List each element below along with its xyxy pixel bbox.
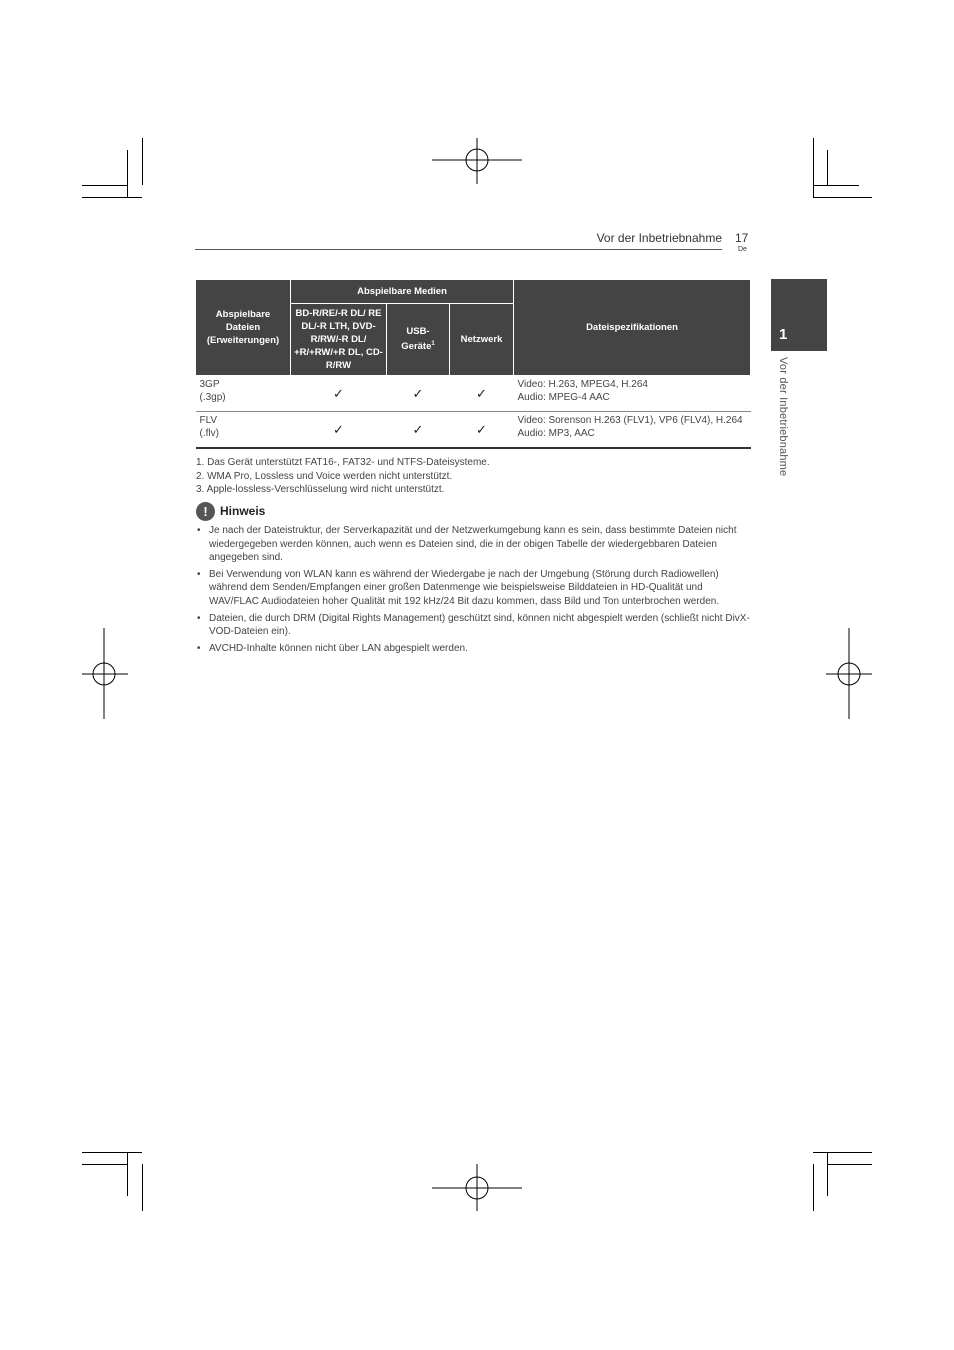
col-header-network: Netzwerk (450, 304, 514, 376)
list-item (196, 612, 752, 639)
bullet-icon: • (197, 568, 201, 580)
list-item (196, 524, 752, 565)
check-icon: ✓ (387, 412, 450, 448)
cell-file: 3GP (.3gp) (196, 376, 291, 412)
bullet-icon: • (197, 642, 201, 654)
playable-files-table (195, 279, 751, 449)
col-header-media-group: Abspielbare Medien (291, 280, 514, 304)
page-number: 17 (735, 231, 749, 245)
registration-mark-right (826, 628, 874, 720)
col-header-spec: Dateispezifikationen (514, 280, 751, 376)
table-row (196, 412, 751, 448)
registration-mark-top (432, 138, 524, 186)
hinweis-title: Hinweis (220, 504, 266, 518)
check-icon: ✓ (291, 412, 387, 448)
col-header-usb (387, 304, 450, 376)
cell-spec: Video: H.263, MPEG4, H.264 Audio: MPEG-4 AAC (514, 376, 751, 412)
footnote: 2. WMA Pro, Lossless und Voice werden nicht unterstützt. (196, 470, 453, 482)
col-header-usb-label: USB-Geräte (401, 326, 432, 353)
bullet-icon: • (197, 612, 201, 624)
footnotes (196, 456, 490, 497)
chapter-side-label: Vor der Inbetriebnahme (777, 357, 789, 477)
header-section-title: Vor der Inbetriebnahme (596, 231, 722, 245)
registration-mark-bottom (432, 1164, 524, 1212)
footnote: 1. Das Gerät unterstützt FAT16-, FAT32- und NTFS-Dateisysteme. (196, 457, 490, 468)
check-icon: ✓ (450, 376, 514, 412)
bullet-icon: • (197, 525, 201, 536)
cell-file: FLV (.flv) (196, 412, 291, 448)
list-item-text: AVCHD-Inhalte können nicht über LAN abgespielt werden. (209, 642, 468, 654)
header-rule (195, 249, 722, 250)
col-header-files: Abspielbare Dateien (Erweiterungen) (196, 280, 291, 376)
chapter-number: 1 (779, 326, 788, 343)
registration-mark-left (82, 628, 130, 720)
list-item (196, 642, 752, 656)
list-item (196, 568, 752, 609)
check-icon: ✓ (387, 376, 450, 412)
list-item-text: Je nach der Dateistruktur, der Serverkapazität und der Netzwerkumgebung kann es sein, dass bestimmte Dateien nicht wiedergegeben werden können, auch wenn es Dateien sind, die in der obigen Tabelle der wiedergebbaren Dateien angegeben sind. (209, 525, 737, 564)
footnote: 3. Apple-lossless-Verschlüsselung wird nicht unterstützt. (196, 484, 445, 495)
table-row (196, 376, 751, 412)
check-icon: ✓ (450, 412, 514, 448)
usb-footnote-ref: 1 (431, 341, 435, 348)
list-item-text: Dateien, die durch DRM (Digital Rights Management) geschützt sind, können nicht abgespielt werden (schließt nicht DivX-VOD-Dateien ein). (209, 612, 750, 638)
col-header-disc: BD-R/RE/-R DL/ RE DL/-R LTH, DVD-R/RW/-R DL/ +R/+RW/+R DL, CD-R/RW (291, 304, 387, 376)
exclamation-icon: ! (196, 502, 215, 521)
cell-spec: Video: Sorenson H.263 (FLV1), VP6 (FLV4), H.264 Audio: MP3, AAC (514, 412, 751, 448)
check-icon: ✓ (291, 376, 387, 412)
hinweis-list (196, 524, 752, 658)
list-item-text: Bei Verwendung von WLAN kann es während der Wiedergabe je nach der Umgebung (Störung durch Radiowellen) während dem Senden/Empfangen einer großen Datenmenge wie beispielsweise Bilddateien in HD-Qualität und WAV/FLAC Audiodateien hoher Qualität mit 192 kHz/24 Bit dazu kommen, dass Bild und Ton unterbrochen werden. (209, 568, 720, 607)
language-code: De (738, 246, 747, 253)
